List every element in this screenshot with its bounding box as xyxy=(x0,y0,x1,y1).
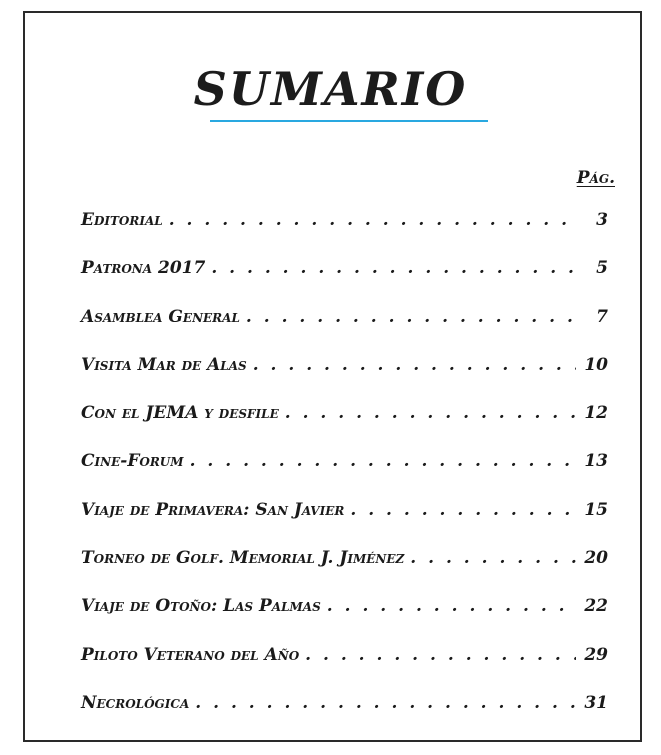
toc-entry-label: Visita Mar de Alas xyxy=(81,354,247,375)
title-underline xyxy=(210,120,488,122)
dot-leader xyxy=(246,307,576,327)
toc-entry[interactable] xyxy=(81,548,608,596)
toc-entry-page: 10 xyxy=(584,354,608,375)
toc-entry-label: Piloto Veterano del Año xyxy=(81,644,300,665)
dot-leader xyxy=(195,693,576,713)
toc-entry-label: Editorial xyxy=(81,210,163,230)
toc-entry[interactable] xyxy=(81,355,608,403)
toc-entry-page: 7 xyxy=(596,306,608,327)
toc-entry-label: Cine-Forum xyxy=(81,451,184,472)
toc-entry[interactable] xyxy=(81,645,608,693)
toc-entry[interactable] xyxy=(81,451,608,499)
toc-entry-label: Viaje de Primavera: San Javier xyxy=(81,499,345,520)
dot-leader xyxy=(211,258,576,278)
dot-leader xyxy=(253,355,576,375)
toc-entry-label: Torneo de Golf. Memorial J. Jiménez xyxy=(81,548,405,569)
toc-entry[interactable] xyxy=(81,258,608,306)
dot-leader xyxy=(305,645,576,665)
toc-entry[interactable] xyxy=(81,596,608,644)
toc-entry-label: Patrona 2017 xyxy=(81,258,206,279)
toc-entry-label: Asamblea General xyxy=(81,306,240,327)
toc-entry-page: 3 xyxy=(596,210,608,230)
dot-leader xyxy=(327,596,576,616)
toc-entry[interactable] xyxy=(81,403,608,451)
dot-leader xyxy=(410,548,576,568)
toc-entry-page: 29 xyxy=(584,644,608,665)
dot-leader xyxy=(285,403,576,423)
toc-entry[interactable] xyxy=(81,307,608,355)
toc-entry-page: 20 xyxy=(584,548,608,569)
toc-entry-label: Necrológica xyxy=(81,692,190,713)
toc-entry-label: Viaje de Otoño: Las Palmas xyxy=(81,596,321,617)
toc-entry-page: 5 xyxy=(596,258,608,279)
dot-leader xyxy=(169,210,576,230)
page-title: SUMARIO xyxy=(193,62,468,116)
page-column-header: Pág. xyxy=(576,168,615,188)
dot-leader xyxy=(190,451,576,471)
toc-entry-page: 15 xyxy=(584,499,608,520)
toc-entry-page: 13 xyxy=(584,451,608,472)
toc-entry-page: 22 xyxy=(584,596,608,617)
dot-leader xyxy=(350,500,576,520)
toc-entry-label: Con el JEMA y desfile xyxy=(81,403,279,424)
toc-entry-page: 31 xyxy=(584,692,608,713)
toc-entry[interactable] xyxy=(81,210,608,258)
table-of-contents xyxy=(81,210,608,741)
toc-entry[interactable] xyxy=(81,693,608,741)
toc-entry-page: 12 xyxy=(584,403,608,424)
toc-entry[interactable] xyxy=(81,500,608,548)
